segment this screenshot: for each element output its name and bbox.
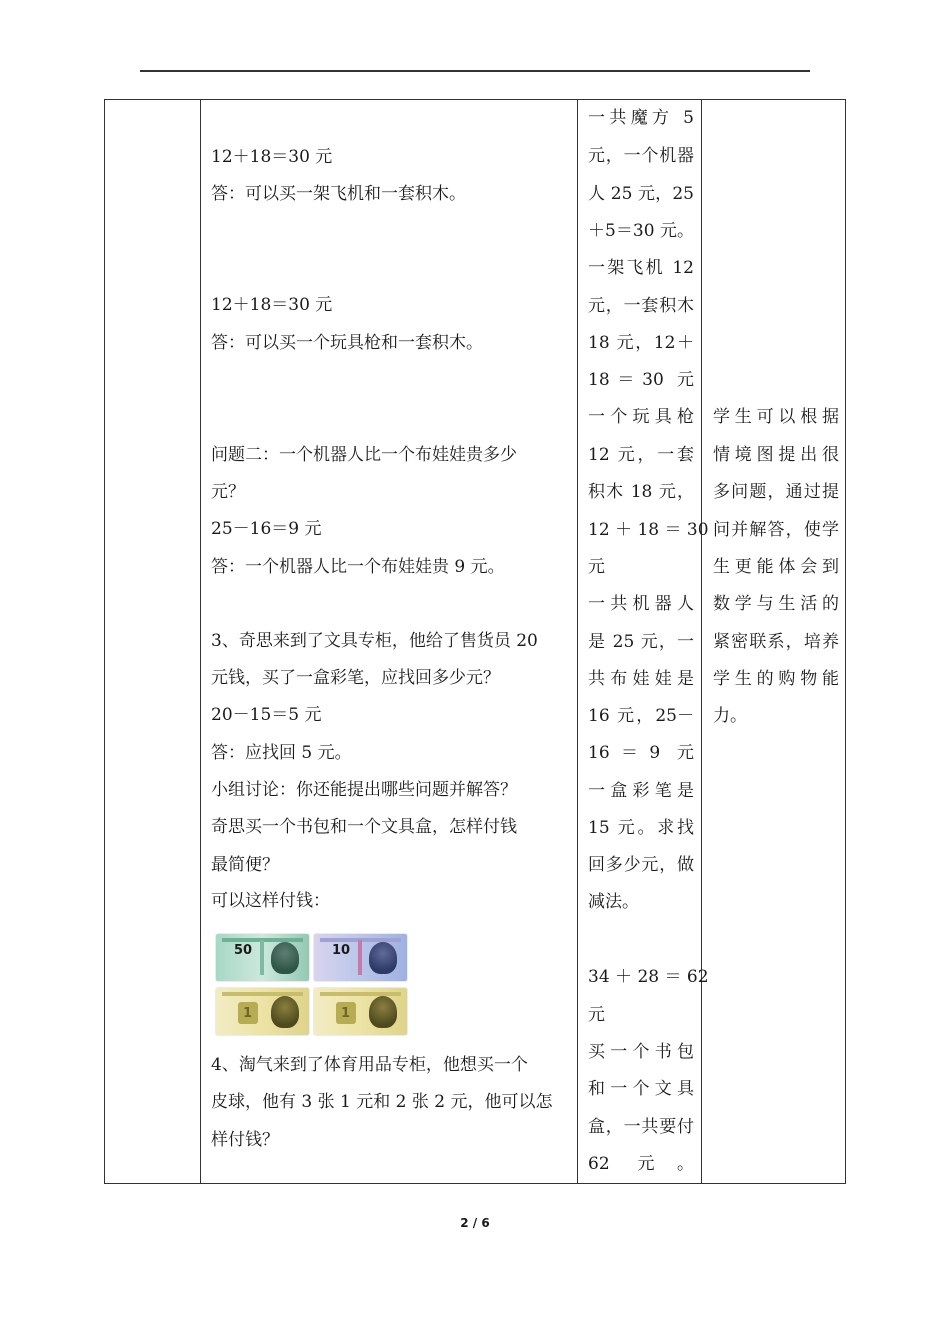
content-line: 最简便？ <box>211 855 279 875</box>
intent-line: 情境图提出很 <box>713 445 839 465</box>
intent-line: 紧密联系，培养 <box>713 632 839 652</box>
intent-line: 学生的购物能 <box>713 669 839 689</box>
banknote-value: 10 <box>332 943 351 958</box>
notes-line: 18＝30 元 <box>588 370 694 390</box>
notes-line: 12 ＋ 18 ＝ 30 <box>588 520 709 540</box>
notes-line: 积木 18 元， <box>588 482 694 502</box>
content-line: 样付钱？ <box>211 1130 279 1150</box>
lesson-table <box>104 99 846 1184</box>
content-line: 答：可以买一个玩具枪和一套积木。 <box>211 333 483 353</box>
intent-line: 学生可以根据 <box>713 407 839 427</box>
content-line: 答：一个机器人比一个布娃娃贵 9 元。 <box>211 557 505 577</box>
intent-line: 问并解答，使学 <box>713 520 839 540</box>
notes-line: 回多少元，做 <box>588 855 694 875</box>
stage-column <box>105 100 200 1183</box>
notes-line: 16＝9 元 <box>588 743 694 763</box>
content-line: 12＋18＝30 元 <box>211 295 333 315</box>
notes-line: 一架飞机 12 <box>588 258 694 278</box>
notes-line: 共布娃娃是 <box>588 669 694 689</box>
notes-column <box>579 100 709 1183</box>
notes-line: 是 25 元，一 <box>588 632 694 652</box>
notes-line: 一共魔方 5 <box>588 108 694 128</box>
notes-line: 34 ＋ 28 ＝ 62 <box>588 967 709 987</box>
notes-line: 元，一个机器 <box>588 146 694 166</box>
notes-line: 16 元，25－ <box>588 706 694 726</box>
portrait-icon <box>369 996 397 1028</box>
notes-line: 一共机器人 <box>588 594 694 614</box>
notes-line: 12 元，一套 <box>588 445 694 465</box>
notes-line: 一盒彩笔是 <box>588 781 694 801</box>
intent-line: 生更能体会到 <box>713 557 839 577</box>
content-line: 25－16＝9 元 <box>211 519 322 539</box>
notes-line: 元 <box>588 557 605 577</box>
notes-line: 和一个文具 <box>588 1079 694 1099</box>
content-line: 皮球，他有 3 张 1 元和 2 张 2 元，他可以怎 <box>211 1092 553 1112</box>
notes-line: 62 元。 <box>588 1154 694 1174</box>
content-line: 12＋18＝30 元 <box>211 147 333 167</box>
banknote-value: 1 <box>341 1006 351 1021</box>
content-line: 问题二：一个机器人比一个布娃娃贵多少 <box>211 445 517 465</box>
column-divider <box>701 100 702 1183</box>
content-line: 20－15＝5 元 <box>211 705 322 725</box>
notes-line: 元，一套积木 <box>588 296 694 316</box>
notes-line: ＋5＝30 元。 <box>588 221 694 241</box>
banknote-value: 1 <box>243 1006 253 1021</box>
notes-line: 买一个书包 <box>588 1042 694 1062</box>
content-line: 奇思买一个书包和一个文具盒，怎样付钱 <box>211 817 517 837</box>
content-line: 元钱，买了一盒彩笔，应找回多少元？ <box>211 668 500 688</box>
intent-line: 多问题，通过提 <box>713 482 839 502</box>
intent-line: 力。 <box>713 706 747 726</box>
banknote-10 <box>314 934 407 981</box>
content-line: 4、淘气来到了体育用品专柜，他想买一个 <box>211 1055 528 1075</box>
notes-line: 减法。 <box>588 892 639 912</box>
notes-line: 18 元，12＋ <box>588 333 694 353</box>
page-number: 2 / 6 <box>460 1216 490 1230</box>
intent-column <box>703 100 845 1183</box>
column-divider <box>577 100 578 1183</box>
notes-line: 一个玩具枪 <box>588 407 694 427</box>
notes-line: 盒，一共要付 <box>588 1117 694 1137</box>
banknote-1 <box>216 988 309 1035</box>
notes-line: 人 25 元，25 <box>588 184 694 204</box>
portrait-icon <box>271 942 299 974</box>
content-line: 可以这样付钱： <box>211 891 330 911</box>
banknote-50 <box>216 934 309 981</box>
portrait-icon <box>369 942 397 974</box>
content-line: 答：应找回 5 元。 <box>211 743 352 763</box>
content-column <box>202 100 576 1183</box>
header-rule <box>140 70 810 72</box>
banknote-1 <box>314 988 407 1035</box>
content-line: 小组讨论：你还能提出哪些问题并解答？ <box>211 780 517 800</box>
intent-line: 数学与生活的 <box>713 594 839 614</box>
content-line: 答：可以买一架飞机和一套积木。 <box>211 184 466 204</box>
column-divider <box>200 100 201 1183</box>
content-line: 元？ <box>211 482 245 502</box>
notes-line: 元 <box>588 1005 605 1025</box>
content-line: 3、奇思来到了文具专柜，他给了售货员 20 <box>211 631 538 651</box>
portrait-icon <box>271 996 299 1028</box>
notes-line: 15 元。求找 <box>588 818 694 838</box>
banknote-value: 50 <box>234 943 253 958</box>
